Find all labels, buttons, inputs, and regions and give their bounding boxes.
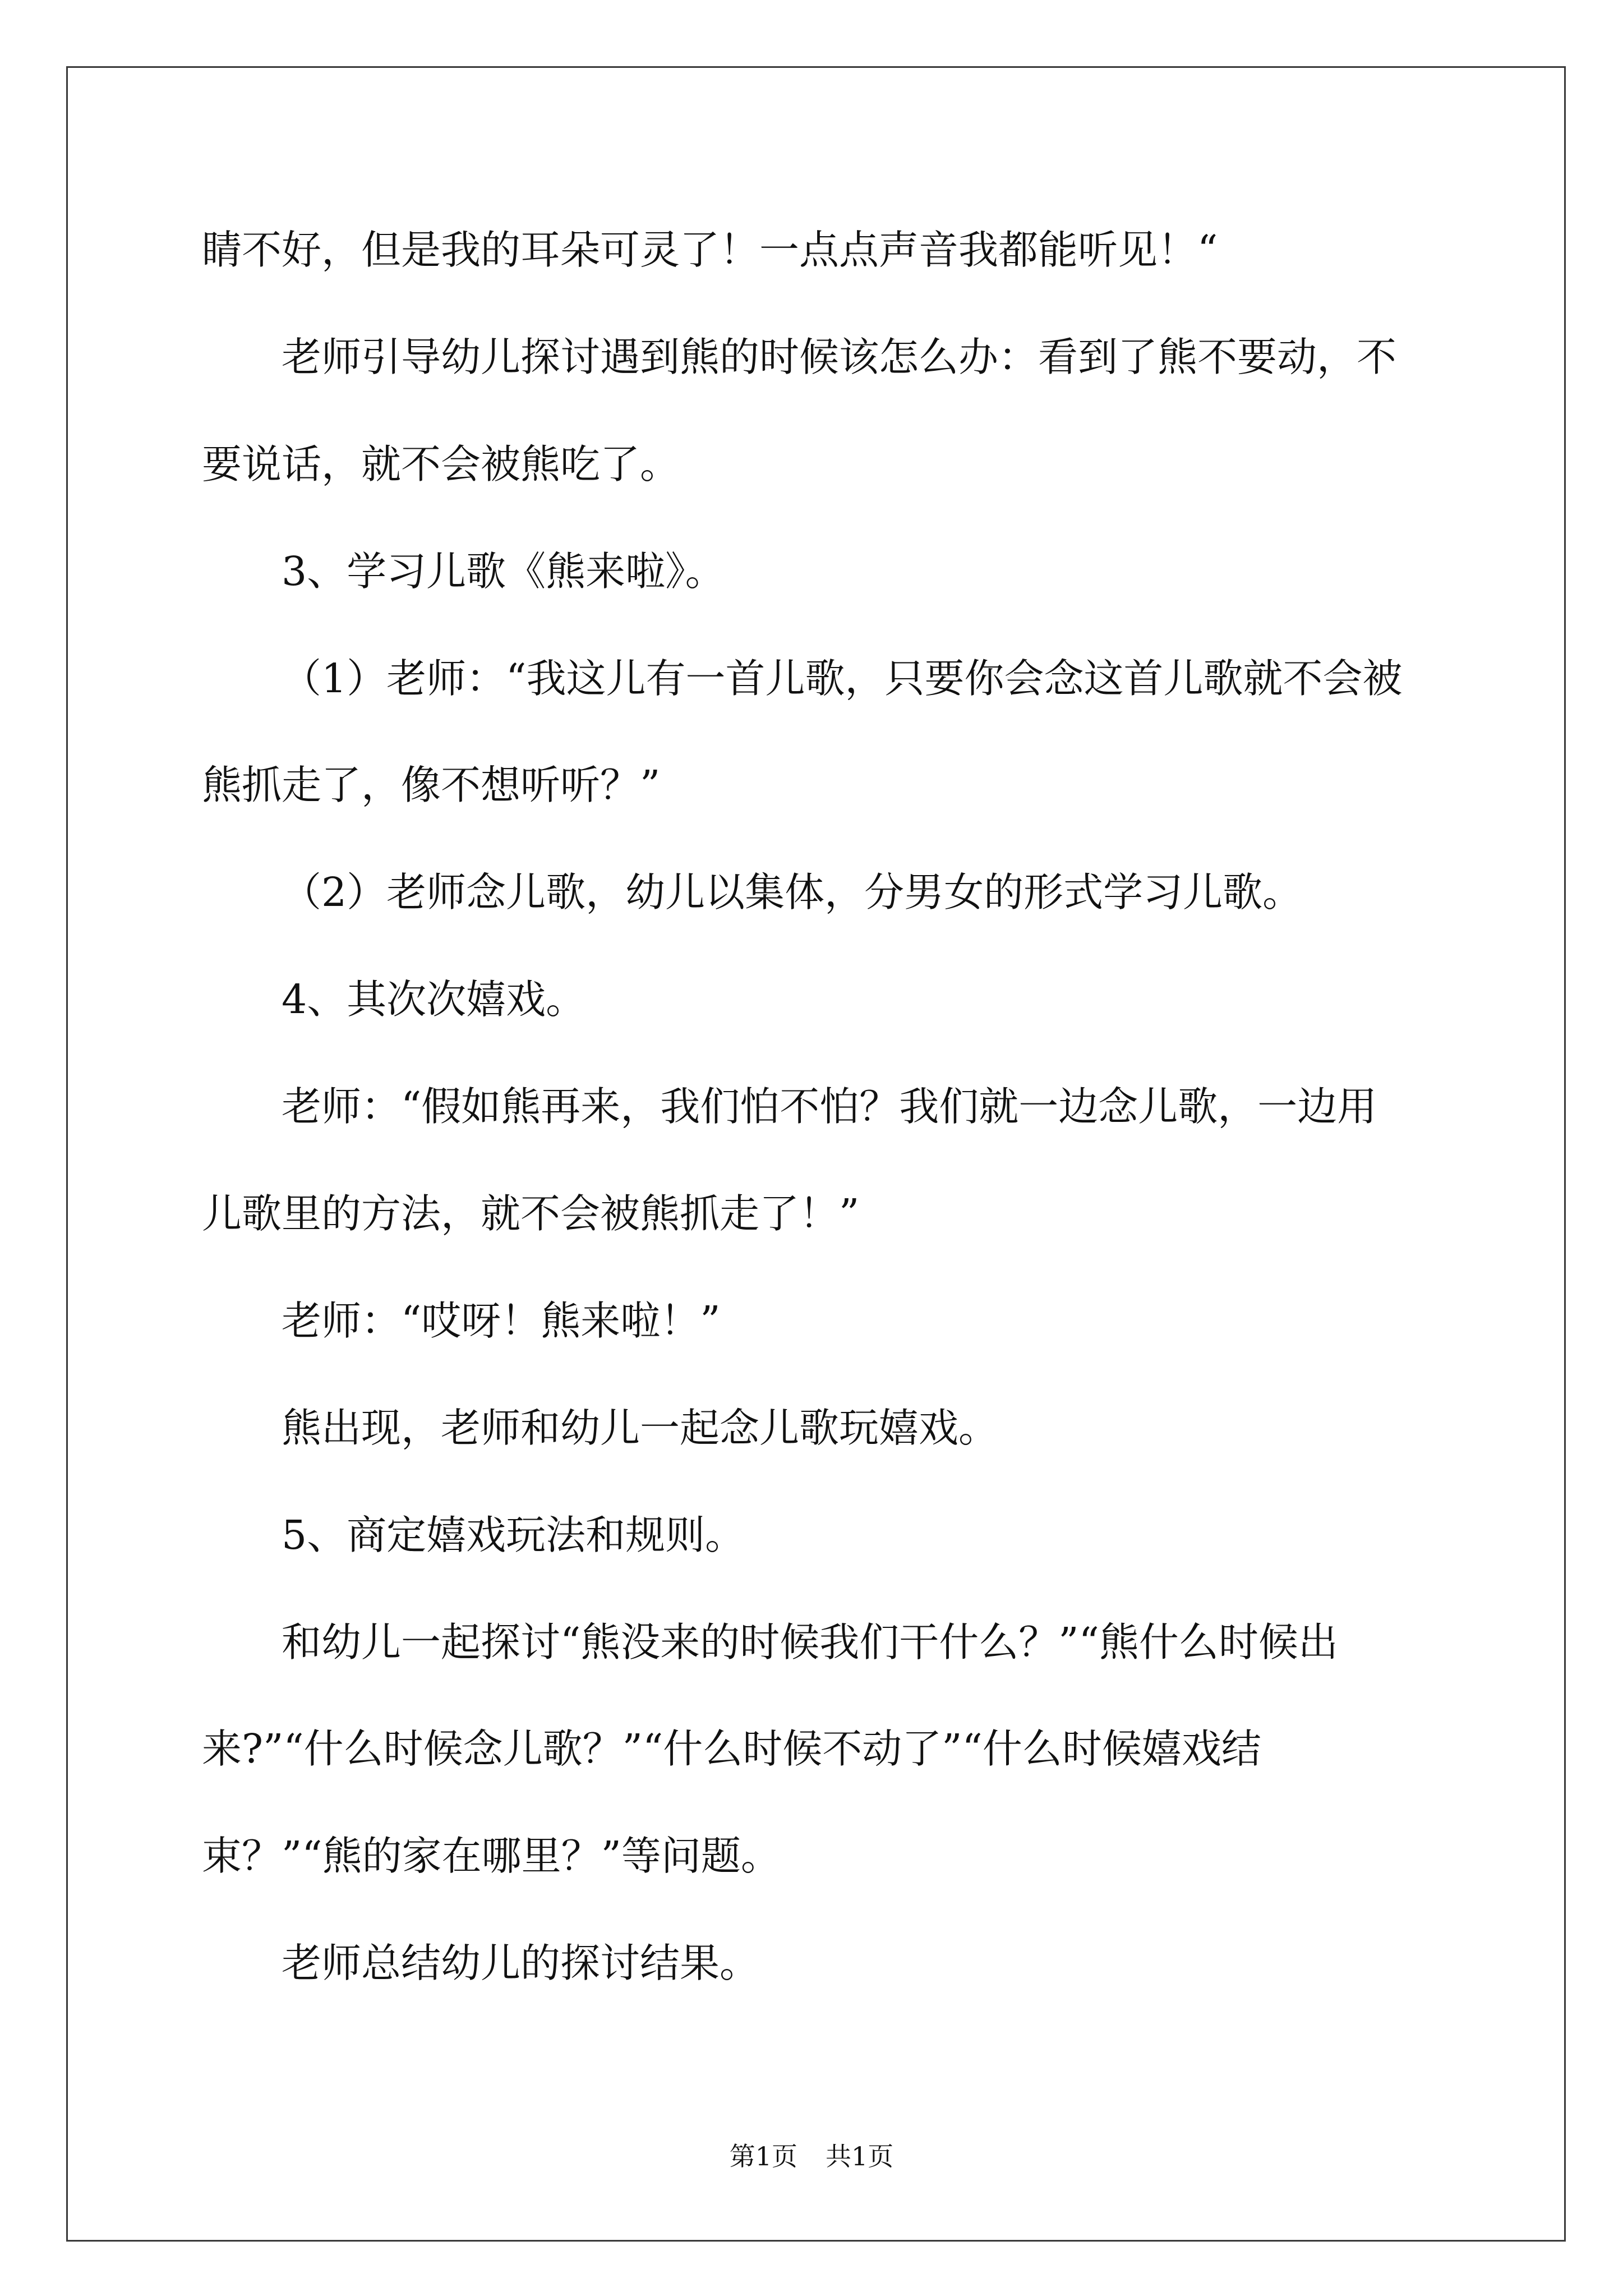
section-heading: [202, 518, 1537, 625]
paragraph-line: 束？”“熊的家在哪里？”等问题。: [202, 1833, 781, 1880]
paragraph: [202, 1053, 1537, 1268]
paragraph: [202, 1375, 1537, 1482]
paragraph-line: 熊抓走了，像不想听听？”: [202, 762, 661, 809]
paragraph-line: 3、学习儿歌《熊来啦》。: [282, 547, 725, 595]
paragraph-line: 和幼儿一起探讨“熊没来的时候我们干什么？”“熊什么时候出: [282, 1618, 1338, 1665]
page-footer: [0, 2138, 1623, 2174]
paragraph-line: 5、商定嬉戏玩法和规则。: [282, 1511, 745, 1558]
paragraph-line: （2）老师念儿歌，幼儿以集体，分男女的形式学习儿歌。: [282, 869, 1303, 916]
paragraph-line: 睛不好，但是我的耳朵可灵了！一点点声音我都能听见！“: [202, 227, 1218, 273]
paragraph-line: 4、其次次嬉戏。: [282, 976, 586, 1023]
paragraph: [202, 625, 1537, 840]
page-number: 第1页: [729, 2141, 797, 2171]
paragraph: [202, 1268, 1537, 1375]
paragraph-line: 儿歌里的方法，就不会被熊抓走了！”: [202, 1190, 860, 1237]
paragraph: [202, 304, 1537, 518]
paragraph: [202, 1589, 1537, 1911]
page-total: 共1页: [826, 2141, 894, 2171]
paragraph-line: 老师：“哎呀！熊来啦！”: [282, 1297, 721, 1344]
paragraph: [202, 1910, 1537, 2017]
paragraph: [202, 197, 1537, 304]
paragraph-line: 老师总结幼儿的探讨结果。: [282, 1940, 760, 1987]
paragraph: [202, 839, 1537, 946]
document-body: [202, 197, 1537, 2017]
section-heading: [202, 946, 1537, 1053]
paragraph-line: 来?”“什么时候念儿歌？”“什么时候不动了”“什么时候嬉戏结: [202, 1726, 1261, 1773]
paragraph-line: 老师：“假如熊再来，我们怕不怕？我们就一边念儿歌，一边用: [282, 1083, 1377, 1130]
section-heading: [202, 1482, 1537, 1589]
paragraph-line: （1）老师：“我这儿有一首儿歌，只要你会念这首儿歌就不会被: [282, 655, 1403, 702]
paragraph-line: 熊出现，老师和幼儿一起念儿歌玩嬉戏。: [282, 1404, 999, 1451]
paragraph-line: 要说话，就不会被熊吃了。: [202, 440, 680, 487]
paragraph-line: 老师引导幼儿探讨遇到熊的时候该怎么办：看到了熊不要动，不: [282, 333, 1397, 380]
